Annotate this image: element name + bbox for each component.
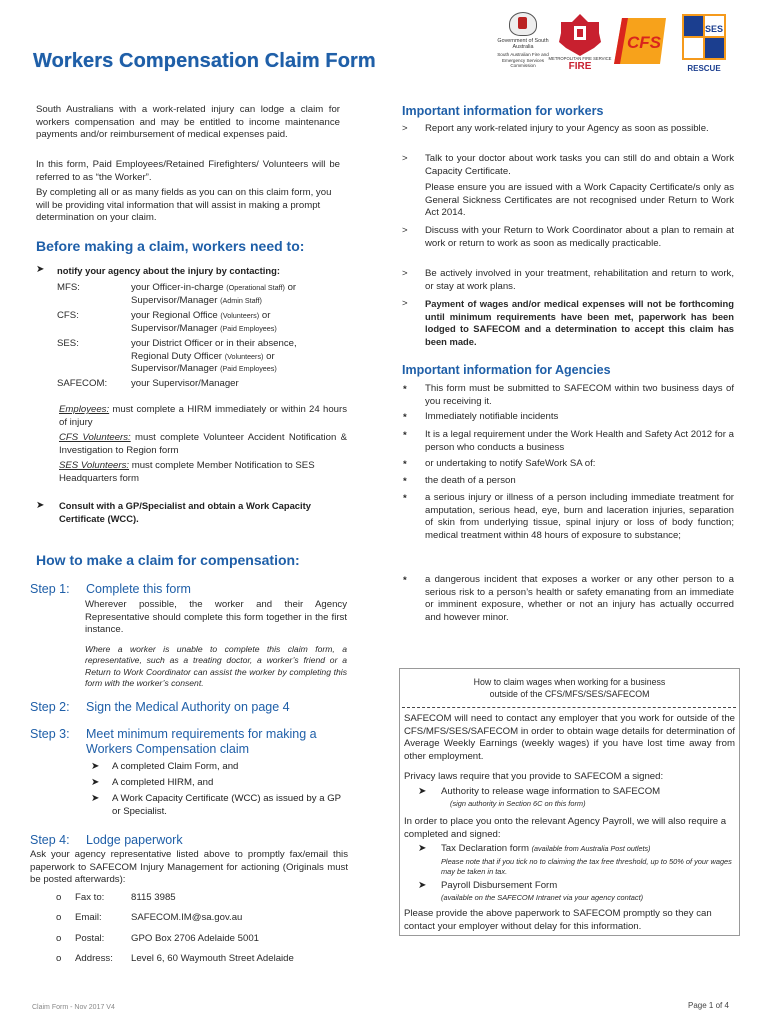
contact-detail-ses: your District Officer or in their absence, Regional Duty Officer (Volunteers) or Supervisor/Manager (Paid Employees) [131,338,297,375]
agencies-info-item: This form must be submitted to SAFECOM within two business days of you receiving it. [425,383,734,407]
address-value: Level 6, 60 Waymouth Street Adelaide [131,953,294,964]
workers-info-item: Please ensure you are issued with a Work Capacity Certificate/s only as General Sickness Certificates are not recognised under Return to Work Act 2014. [425,182,734,219]
list-marker: o [56,933,62,944]
cfs-logo [608,12,672,70]
crest-icon [509,12,537,36]
contact-detail-mfs: your Officer-in-charge (Operational Staff) or Supervisor/Manager (Admin Staff) [131,282,297,306]
postal-label: Postal: [75,933,105,944]
svg-text:CFS: CFS [627,33,661,52]
svg-text:RESCUE: RESCUE [687,64,721,73]
contact-agency-mfs: MFS: [57,282,80,293]
chevron-bullet-icon: > [402,225,408,236]
arrow-bullet-icon: ➤ [91,777,100,788]
email-value[interactable]: SAFECOM.IM@sa.gov.au [131,912,243,923]
agencies-info-item: It is a legal requirement under the Work Health and Safety Act 2012 for a person who conducts a business [425,429,734,453]
wages-box-paragraph-3: In order to place you onto the relevant Agency Payroll, we will also require a completed and signed: [404,816,727,840]
intro-paragraph-1: South Australians with a work-related injury can lodge a claim for workers compensation and may be entitled to income maintenance payments and/or reimbursement of medical expenses paid. [36,104,340,141]
authority-note: (sign authority in Section 6C on this form) [450,799,586,808]
ses-volunteers-requirement: SES Volunteers: must complete Member Notification to SES Headquarters form [59,460,315,484]
email-label: Email: [75,912,102,923]
step-3-title: Meet minimum requirements for making a Workers Compensation claim [86,727,317,756]
contact-agency-ses: SES: [57,338,79,349]
contact-detail-cfs: your Regional Office (Volunteers) or Supervisor/Manager (Paid Employees) [131,310,277,334]
step-1-text: Wherever possible, the worker and their Agency Representative should complete this form together in the first instance. [85,599,347,636]
contact-agency-safecom: SAFECOM: [57,378,108,389]
chevron-bullet-icon: > [402,298,408,309]
wages-box-paragraph-4: Please provide the above paperwork to SAFECOM promptly so they can contact your employer without delay for this information. [404,908,712,932]
arrow-bullet-icon: ➤ [418,843,427,854]
page-title: Workers Compensation Claim Form [33,50,376,72]
postal-value: GPO Box 2706 Adelaide 5001 [131,933,260,944]
star-bullet-icon: * [403,412,407,423]
cfs-volunteers-requirement: CFS Volunteers: must complete Volunteer Accident Notification & Investigation to Region form [59,432,347,456]
workers-info-item: Be actively involved in your treatment, rehabilitation and return to work, or stay at work plans. [425,268,734,292]
wages-box-paragraph-1: SAFECOM will need to contact any employer that you work for outside of the CFS/MFS/SES/SAFECOM in order to obtain wage details for determination of Average Weekly Earnings (weekly wages) if you have lost time away from other employment. [404,713,735,762]
agencies-info-heading: Important information for Agencies [402,363,611,377]
payroll-note: (available on the SAFECOM Intranet via your agency contact) [441,893,644,902]
government-sa-logo [495,12,551,68]
list-marker: o [56,892,62,903]
workers-info-item: Discuss with your Return to Work Coordinator about a plan to remain at work or return to work as soon as medically practicable. [425,225,734,249]
before-claim-heading: Before making a claim, workers need to: [36,238,305,254]
employees-requirement: Employees: must complete a HIRM immediately or within 24 hours of injury [59,404,347,428]
wages-box-paragraph-2: Privacy laws require that you provide to SAFECOM a signed: [404,771,664,782]
step-4-title: Lodge paperwork [86,833,183,847]
svg-text:FIRE: FIRE [568,61,592,72]
fax-label: Fax to: [75,892,105,903]
arrow-bullet-icon: ➤ [91,761,100,772]
step-2-label: Step 2: [30,700,70,714]
gov-logo-text: Government of South Australia [497,38,549,51]
agencies-info-item: Immediately notifiable incidents [425,411,559,422]
star-bullet-icon: * [403,575,407,586]
svg-text:SES: SES [704,24,724,34]
star-bullet-icon: * [403,384,407,395]
authority-item: Authority to release wage information to SAFECOM [441,786,661,797]
arrow-bullet-icon: ➤ [418,880,427,891]
safecom-logo-text: South Australian Fire and Emergency Services Commission [497,52,549,68]
workers-info-item: Payment of wages and/or medical expenses will not be forthcoming until minimum requirements have been met, paperwork has been lodged to SAFECOM and a determination to accept this claim has been made. [425,298,734,347]
svg-text:METROPOLITAN FIRE SERVICE: METROPOLITAN FIRE SERVICE [548,56,612,61]
step-1-label: Step 1: [30,582,70,596]
address-label: Address: [75,953,113,964]
agencies-info-item: the death of a person [425,475,516,486]
how-to-claim-heading: How to make a claim for compensation: [36,552,300,568]
wages-box-title: How to claim wages when working for a business outside of the CFS/MFS/SES/SAFECOM [473,677,666,699]
intro-paragraph-3: By completing all or as many fields as you can on this claim form, you will be providing vital information that will assist in making a prompt determination on your claim. [36,187,332,224]
ses-logo [680,12,728,76]
step-4-label: Step 4: [30,833,70,847]
star-bullet-icon: * [403,493,407,504]
agencies-info-item: or undertaking to notify SafeWork SA of: [425,458,596,469]
chevron-bullet-icon: > [402,268,408,279]
step-2-title: Sign the Medical Authority on page 4 [86,700,290,714]
notify-agency-text: notify your agency about the injury by contacting: [57,265,280,276]
agencies-info-item: a dangerous incident that exposes a worker or any other person to a serious risk to a person’s health or safety emanating from an immediate or imminent exposure, whether or not an injury has actually occurred and however minor. [425,574,734,623]
arrow-bullet-icon: ➤ [36,264,45,275]
star-bullet-icon: * [403,430,407,441]
tax-note: Please note that if you tick no to claiming the tax free threshold, up to 50% of your wages may be taken in tax. [441,857,732,876]
workers-info-heading: Important information for workers [402,104,604,118]
payroll-form-item: Payroll Disbursement Form [441,880,558,891]
chevron-bullet-icon: > [402,153,408,164]
step-4-text: Ask your agency representative listed above to promptly fax/email this paperwork to SAFECOM Injury Management for actioning (Originals must be posted afterwards): [30,849,348,886]
step-1-note: Where a worker is unable to complete this claim form, a representative, such as a treating doctor, a worker’s friend or a Return to Work Coordinator can assist the worker by completing this form with the worker’s consent. [85,644,347,688]
workers-info-item: Report any work-related injury to your Agency as soon as possible. [425,123,709,134]
arrow-bullet-icon: ➤ [418,786,427,797]
fax-value: 8115 3985 [131,892,176,903]
intro-paragraph-2: In this form, Paid Employees/Retained Firefighters/ Volunteers will be referred to as “the Worker”. [36,159,340,183]
step-3-label: Step 3: [30,727,70,741]
star-bullet-icon: * [403,459,407,470]
requirement-item: A completed Claim Form, and [112,761,239,772]
contact-agency-cfs: CFS: [57,310,79,321]
chevron-bullet-icon: > [402,123,408,134]
requirement-item: A Work Capacity Certificate (WCC) as issued by a GP or Specialist. [112,793,341,817]
arrow-bullet-icon: ➤ [36,500,45,511]
list-marker: o [56,912,62,923]
contact-detail-safecom: your Supervisor/Manager [131,378,239,389]
divider [402,707,736,708]
tax-declaration-item: Tax Declaration form (available from Australia Post outlets) [441,843,651,854]
agencies-info-item: a serious injury or illness of a person including immediate treatment for amputation, serious head, eye, burn and laceration injuries, separation of skin from underlying tissue, spinal injury or loss of body function; medical treatment within 48 hours of exposure to substance; [425,492,734,541]
step-1-title: Complete this form [86,582,191,596]
mfs-logo [548,12,612,74]
footer-version: Claim Form - Nov 2017 V4 [32,1004,115,1011]
workers-info-item: Talk to your doctor about work tasks you can still do and obtain a Work Capacity Certificate. [425,153,734,177]
list-marker: o [56,953,62,964]
arrow-bullet-icon: ➤ [91,793,100,804]
requirement-item: A completed HIRM, and [112,777,214,788]
star-bullet-icon: * [403,476,407,487]
consult-gp-text: Consult with a GP/Specialist and obtain a Work Capacity Certificate (WCC). [59,500,311,524]
footer-page-number: Page 1 of 4 [688,1001,729,1010]
